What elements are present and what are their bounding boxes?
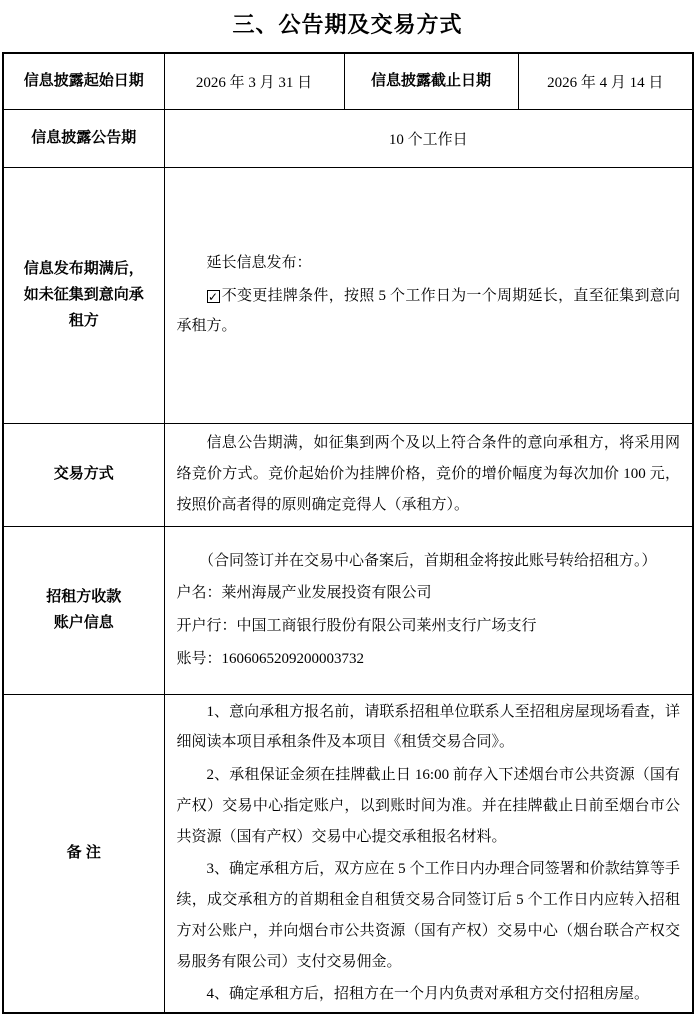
trade-method-text: 信息公告期满，如征集到两个及以上符合条件的意向承租方，将采用网络竞价方式。竞价起始价为挂牌价格，竞价的增价幅度为每次加价 100 元，按照价高者得的原则确定竞得人（承租方）。: [176, 435, 680, 513]
table-row-extension: [3, 167, 693, 423]
announcement-table: [2, 52, 694, 1014]
disclosure-end-label: 信息披露截止日期: [344, 53, 518, 109]
account-bank: 开户行：中国工商银行股份有限公司莱州支行广场支行: [176, 618, 537, 634]
account-holder: 户名：莱州海晟产业发展投资有限公司: [176, 585, 432, 602]
period-value: 10 个工作日: [164, 109, 693, 167]
account-label: [3, 526, 164, 694]
extension-option-text: 不变更挂牌条件，按照 5 个工作日为一个周期延长，直至征集到意向承租方。: [176, 287, 680, 335]
period-label: 信息披露公告期: [3, 109, 164, 167]
trade-method-label: 交易方式: [3, 423, 164, 526]
trade-method-content: [164, 423, 693, 526]
account-label-line: 招租方收款: [46, 587, 122, 605]
table-row-trade-method: [3, 423, 693, 526]
disclosure-start-value: 2026 年 3 月 31 日: [164, 53, 344, 109]
extension-label: [3, 167, 164, 423]
remarks-item: 3、确定承租方后，双方应在 5 个工作日内办理合同签署和价款结算等手续，成交承租方的首期租金自租赁交易合同签订后 5 个工作日内应转入招租方对公账户，并向烟台市公共资源（国有产权）交易中心（烟台联合产权交易服务有限公司）支付交易佣金。: [176, 861, 680, 970]
table-row-remarks: [3, 694, 693, 1013]
remarks-item: 4、确定承租方后，招租方在一个月内负责对承租方交付招租房屋。: [206, 986, 650, 1003]
table-row-announcement-period: [3, 109, 693, 167]
checked-checkbox-icon: ✓: [207, 289, 219, 304]
extension-label-line: 租方: [68, 312, 99, 330]
disclosure-start-label: 信息披露起始日期: [3, 53, 164, 109]
account-note: （合同签订并在交易中心备案后，首期租金将按此账号转给招租方。）: [199, 552, 657, 569]
account-label-line: 账户信息: [53, 614, 114, 631]
page-title: 三、公告期及交易方式: [232, 12, 463, 37]
extension-label-line: 如未征集到意向承: [23, 285, 144, 303]
remarks-label: 备 注: [3, 694, 164, 1013]
disclosure-end-value: 2026 年 4 月 14 日: [518, 53, 693, 109]
remarks-item: 1、意向承租方报名前，请联系招租单位联系人至招租房屋现场看查，详细阅读本项目承租条件及本项目《租赁交易合同》。: [176, 703, 680, 751]
extension-option: [177, 281, 681, 343]
extension-content: [164, 167, 693, 423]
account-number: 账号：1606065209200003732: [176, 650, 365, 667]
table-row-disclosure-dates: [3, 53, 693, 109]
extension-intro: 延长信息发布：: [206, 254, 312, 271]
remarks-item: 2、承租保证金须在挂牌截止日 16:00 前存入下述烟台市公共资源（国有产权）交易中心指定账户，以到账时间为准。并在挂牌截止日前至烟台市公共资源（国有产权）交易中心提交承租报名材料。: [176, 767, 680, 845]
table-row-account-info: [3, 526, 693, 694]
extension-label-line: 信息发布期满后，: [23, 259, 144, 277]
account-content: [164, 526, 693, 694]
remarks-content: [164, 694, 693, 1013]
